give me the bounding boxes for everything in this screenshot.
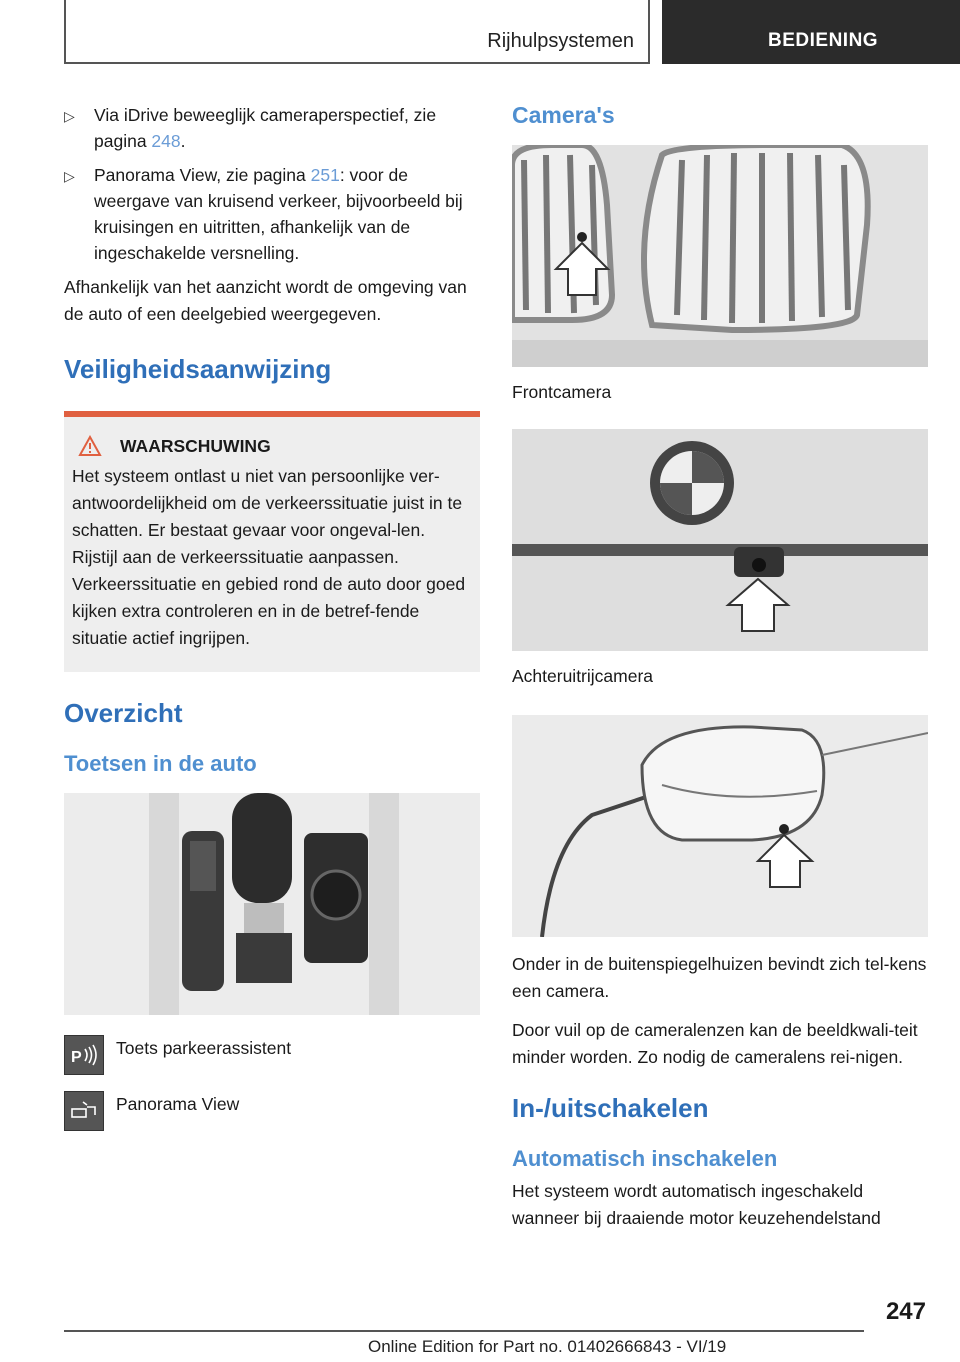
warning-title: WAARSCHUWING (120, 435, 271, 456)
caption-front-camera: Frontcamera (512, 382, 612, 402)
key-label: Toets parkeerassistent (116, 1038, 292, 1058)
auto-on-heading: Automatisch inschakelen (512, 1146, 778, 1171)
key-label: Panorama View (116, 1094, 240, 1114)
key-row-panorama-view (64, 1091, 480, 1131)
list-item: ▷ Via iDrive beweeglijk cameraperspectief, zie pagina 248. (64, 105, 437, 151)
center-console-photo (64, 793, 480, 1015)
dirt-paragraph: Door vuil op de cameralenzen kan de beeldkwali-teit minder worden. Zo nodig de cameralens rei-nigen. (512, 1020, 918, 1067)
side-mirror-photo (512, 715, 928, 937)
buttons-heading: Toetsen in de auto (64, 751, 257, 776)
section-title: Rijhulpsystemen (487, 30, 634, 52)
auto-on-paragraph: Het systeem wordt automatisch ingeschakeld wanneer bij draaiende motor keuzehendelstand (512, 1181, 881, 1228)
right-column (512, 102, 928, 1232)
footer-rule (64, 1330, 864, 1332)
panorama-view-icon (64, 1091, 104, 1131)
section-tab (64, 0, 650, 64)
key-row-park-assist (64, 1035, 480, 1075)
warning-header (72, 435, 472, 457)
page-link-251[interactable]: 251 (310, 165, 340, 185)
caption-rear-camera: Achteruitrijcamera (512, 666, 654, 686)
park-assist-icon (64, 1035, 104, 1075)
page-link-248[interactable]: 248 (151, 131, 181, 151)
triangle-bullet-icon: ▷ (64, 108, 75, 124)
page-header (0, 0, 960, 66)
page-number: 247 (885, 1298, 926, 1325)
onoff-heading: In-/uitschakelen (512, 1093, 709, 1123)
center-console-illustration (64, 793, 480, 1015)
footer-edition: Online Edition for Part no. 01402666843 - VI/19 (368, 1337, 727, 1356)
rear-emblem-illustration (512, 429, 928, 651)
chapter-tab (662, 0, 960, 64)
left-column (64, 102, 480, 1131)
warning-triangle-icon (78, 435, 102, 457)
mirror-paragraph: Onder in de buitenspiegelhuizen bevindt zich tel-kens een camera. (512, 954, 927, 1001)
front-camera-photo (512, 145, 928, 367)
rear-camera-photo (512, 429, 928, 651)
intro-paragraph: Afhankelijk van het aanzicht wordt de omgeving van de auto of een deelgebied weergegeven. (64, 277, 467, 324)
overview-heading: Overzicht (64, 698, 183, 728)
side-mirror-illustration (512, 715, 928, 937)
cameras-heading: Camera's (512, 102, 615, 128)
chapter-title: BEDIENING (768, 30, 879, 51)
safety-heading: Veiligheidsaanwijzing (64, 354, 332, 384)
list-item: ▷ Panorama View, zie pagina 251: voor de weergave van kruisend verkeer, bijvoorbeeld bij kruisingen en uitritten, afhankelijk van de ingeschakelde versnelling. (64, 165, 463, 263)
warning-text: Het systeem ontlast u niet van persoonlijke ver-antwoordelijkheid om de verkeerssituatie juist in te schatten. Er bestaat gevaar voor ongeval-len. Rijstijl aan de verkeerssituatie aanpassen. Verkeerssituatie en gebied rond de auto door goed kijken extra controleren en in de betref-fende situatie actief ingrijpen. (72, 466, 466, 648)
front-grille-illustration (512, 145, 928, 367)
triangle-bullet-icon: ▷ (64, 168, 75, 184)
svg-text:P: P (71, 1049, 82, 1066)
warning-box (64, 411, 480, 672)
